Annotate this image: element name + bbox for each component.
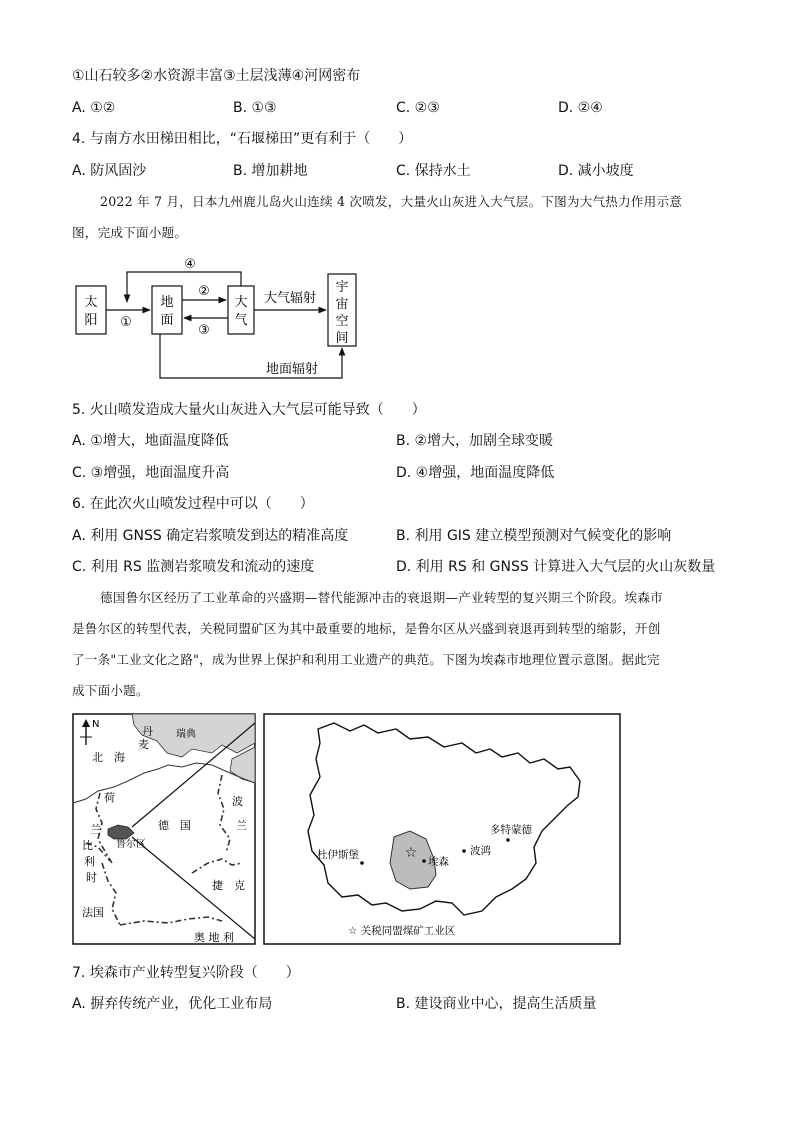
q4-option-c: C. 保持水土 xyxy=(396,163,471,179)
map-legend: ☆ 关税同盟煤矿工业区 xyxy=(348,925,456,937)
duisburg-label: 杜伊斯堡 xyxy=(317,849,359,861)
arrow-3-label: ③ xyxy=(198,323,210,338)
duisburg-dot xyxy=(360,861,364,865)
bochum-dot xyxy=(462,849,466,853)
france-label: 法国 xyxy=(82,906,104,919)
poland-label-1: 波 xyxy=(232,795,243,808)
ground-radiation-label: 地面辐射 xyxy=(265,362,319,377)
q5-option-a: A. ①增大，地面温度降低 xyxy=(72,433,229,449)
q3-stem: ①山石较多②水资源丰富③土层浅薄④河网密布 xyxy=(72,68,361,84)
netherlands-label-2: 兰 xyxy=(90,823,101,836)
q4-option-d: D. 减小坡度 xyxy=(558,163,634,179)
q5-stem: 5. 火山喷发造成大量火山灰进入大气层可能导致（ ） xyxy=(72,402,426,418)
q7-option-a: A. 摒弃传统产业，优化工业布局 xyxy=(72,996,273,1012)
q3-option-d: D. ②④ xyxy=(558,100,603,116)
arrow-2-label: ② xyxy=(198,284,210,299)
intro1-line1: 2022 年 7 月，日本九州鹿儿岛火山连续 4 次喷发，大量火山灰进入大气层。下图为大气热力作用示意 xyxy=(100,194,683,209)
belgium-label-1: 比 xyxy=(82,839,93,852)
intro2-line3: 了一条"工业文化之路"，成为世界上保护和利用工业遗产的典范。下图为埃森市地理位置示意图。据此完 xyxy=(72,652,660,667)
dortmund-label: 多特蒙德 xyxy=(490,824,532,836)
q5-option-d: D. ④增强，地面温度降低 xyxy=(396,465,555,481)
ground-label-2: 面 xyxy=(160,313,174,328)
ground-label-1: 地 xyxy=(160,295,174,310)
space-label-4: 间 xyxy=(335,331,349,346)
q6-stem: 6. 在此次火山喷发过程中可以（ ） xyxy=(72,496,314,512)
intro2-line2: 是鲁尔区的转型代表，关税同盟矿区为其中最重要的地标，是鲁尔区从兴盛到衰退再到转型的缩影，开创 xyxy=(72,621,661,636)
tariff-union-mine-star-icon: ☆ xyxy=(404,845,418,861)
intro2-line1: 德国鲁尔区经历了工业革命的兴盛期—替代能源冲击的衰退期—产业转型的复兴期三个阶段。埃森市 xyxy=(100,590,663,605)
netherlands-label-1: 荷 xyxy=(104,791,115,804)
atmosphere-label-2: 气 xyxy=(234,313,248,328)
q5-option-c: C. ③增强，地面温度升高 xyxy=(72,465,230,481)
space-label-1: 宇 xyxy=(335,280,349,295)
poland-label-2: 兰 xyxy=(236,819,247,832)
space-label-2: 宙 xyxy=(335,297,349,312)
bochum-label: 波鸿 xyxy=(470,845,491,857)
q3-option-c: C. ②③ xyxy=(396,100,440,116)
denmark-label-1: 丹 xyxy=(142,725,153,738)
q4-option-b: B. 增加耕地 xyxy=(233,163,308,179)
q7-option-b: B. 建设商业中心，提高生活质量 xyxy=(396,996,597,1012)
arrow-4 xyxy=(127,272,241,302)
intro2-line4: 成下面小题。 xyxy=(72,683,149,698)
q7-stem: 7. 埃森市产业转型复兴阶段（ ） xyxy=(72,965,300,981)
sun-label-1: 太 xyxy=(84,295,98,310)
arrow-1-label: ① xyxy=(120,315,132,330)
q6-option-c: C. 利用 RS 监测岩浆喷发和流动的速度 xyxy=(72,559,315,575)
atmosphere-label-1: 大 xyxy=(234,295,248,310)
germany-label: 德 国 xyxy=(158,819,191,832)
north-label: N xyxy=(92,719,100,730)
essen-label: 埃森 xyxy=(428,856,449,868)
q3-option-a: A. ①② xyxy=(72,100,116,116)
q4-option-a: A. 防风固沙 xyxy=(72,163,147,179)
belgium-label-2: 利 xyxy=(84,855,95,868)
essen-dot xyxy=(422,859,426,863)
q6-option-d: D. 利用 RS 和 GNSS 计算进入大气层的火山灰数量 xyxy=(396,559,716,575)
ruhr-label: 鲁尔区 xyxy=(116,839,146,850)
q6-option-a: A. 利用 GNSS 确定岩浆喷发到达的精准高度 xyxy=(72,528,349,544)
q3-option-b: B. ①③ xyxy=(233,100,277,116)
dortmund-dot xyxy=(506,838,510,842)
arrow-4-label: ④ xyxy=(184,257,196,272)
czech-label: 捷 克 xyxy=(212,879,245,892)
essen-location-map xyxy=(72,713,624,946)
atm-radiation-label: 大气辐射 xyxy=(263,291,317,306)
sweden-label: 瑞典 xyxy=(176,729,196,740)
atmosphere-heating-diagram xyxy=(70,252,370,384)
belgium-label-3: 时 xyxy=(86,871,97,884)
space-label-3: 空 xyxy=(335,314,349,329)
intro1-line2: 图，完成下面小题。 xyxy=(72,225,188,240)
q4-stem: 4. 与南方水田梯田相比，“石堰梯田”更有利于（ ） xyxy=(72,131,413,147)
north-sea-label: 北 海 xyxy=(92,751,125,764)
sun-label-2: 阳 xyxy=(84,313,98,328)
denmark-label-2: 麦 xyxy=(138,738,149,751)
q5-option-b: B. ②增大，加剧全球变暖 xyxy=(396,433,554,449)
austria-label: 奥 地 利 xyxy=(194,931,234,944)
q6-option-b: B. 利用 GIS 建立模型预测对气候变化的影响 xyxy=(396,528,672,544)
